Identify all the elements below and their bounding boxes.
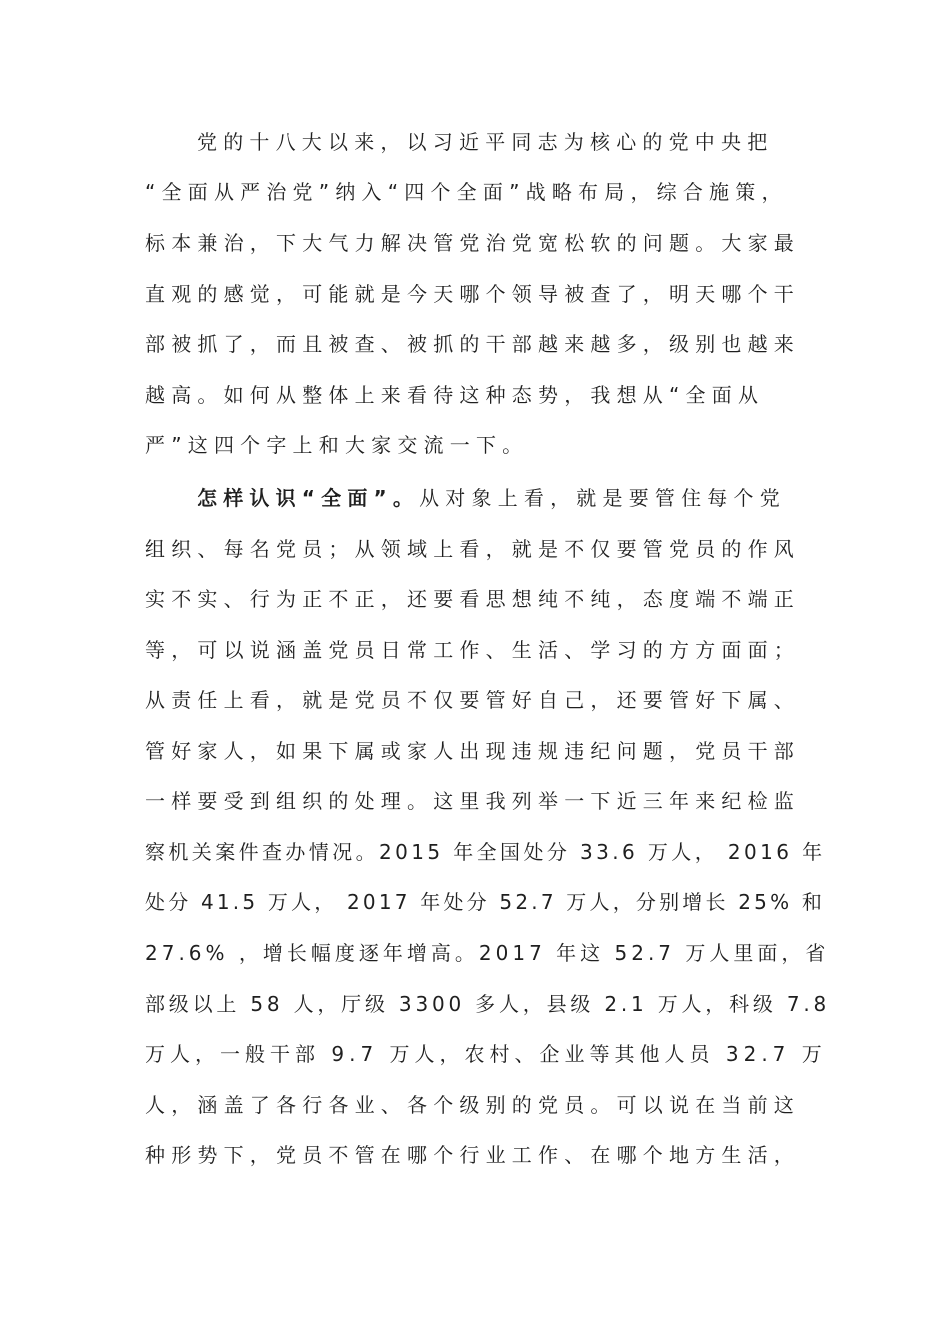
paragraph-2-line-1 (197, 484, 786, 512)
paragraph-2-heading: 怎样认识“全面”。 (197, 486, 420, 510)
paragraph-1-line-3: 标本兼治，下大气力解决管党治党宽松软的问题。大家最 (145, 231, 800, 255)
paragraph-2-line-4: 等，可以说涵盖党员日常工作、生活、学习的方方面面； (145, 638, 800, 662)
paragraph-2-line-8: 察机关案件查办情况。2015 年全国处分 33.6 万人， 2016 年 (145, 840, 826, 864)
paragraph-1-line-2: “全面从严治党”纳入“四个全面”战略布局，综合施策， (145, 180, 788, 204)
paragraph-1-line-1: 党的十八大以来，以习近平同志为核心的党中央把 (197, 130, 774, 154)
paragraph-2-line-5: 从责任上看，就是党员不仅要管好自己，还要管好下属、 (145, 688, 800, 712)
paragraph-2-line-6: 管好家人，如果下属或家人出现违规违纪问题，党员干部 (145, 739, 800, 763)
paragraph-2-line-14: 种形势下，党员不管在哪个行业工作、在哪个地方生活， (145, 1143, 800, 1167)
paragraph-1-line-7: 严”这四个字上和大家交流一下。 (145, 433, 529, 457)
paragraph-2-line-9: 处分 41.5 万人， 2017 年处分 52.7 万人，分别增长 25% 和 (145, 890, 826, 914)
paragraph-2-line-13: 人，涵盖了各行各业、各个级别的党员。可以说在当前这 (145, 1093, 800, 1117)
paragraph-2-line-3: 实不实、行为正不正，还要看思想纯不纯，态度端不端正 (145, 587, 800, 611)
paragraph-2-line-11: 部级以上 58 人，厅级 3300 多人，县级 2.1 万人，科级 7.8 (145, 992, 831, 1016)
paragraph-2-line-10: 27.6% ，增长幅度逐年增高。2017 年这 52.7 万人里面，省 (145, 941, 830, 965)
paragraph-1-line-5: 部被抓了，而且被查、被抓的干部越来越多，级别也越来 (145, 332, 800, 356)
paragraph-1-line-6: 越高。如何从整体上来看待这种态势，我想从“全面从 (145, 383, 765, 407)
paragraph-2-line-7: 一样要受到组织的处理。这里我列举一下近三年来纪检监 (145, 789, 800, 813)
paragraph-2-line-1-rest: 从对象上看，就是要管住每个党 (419, 486, 786, 510)
paragraph-1-line-4: 直观的感觉，可能就是今天哪个领导被查了，明天哪个干 (145, 282, 800, 306)
paragraph-2-line-2: 组织、每名党员；从领域上看，就是不仅要管党员的作风 (145, 537, 800, 561)
paragraph-2-line-12: 万人，一般干部 9.7 万人，农村、企业等其他人员 32.7 万 (145, 1042, 827, 1066)
